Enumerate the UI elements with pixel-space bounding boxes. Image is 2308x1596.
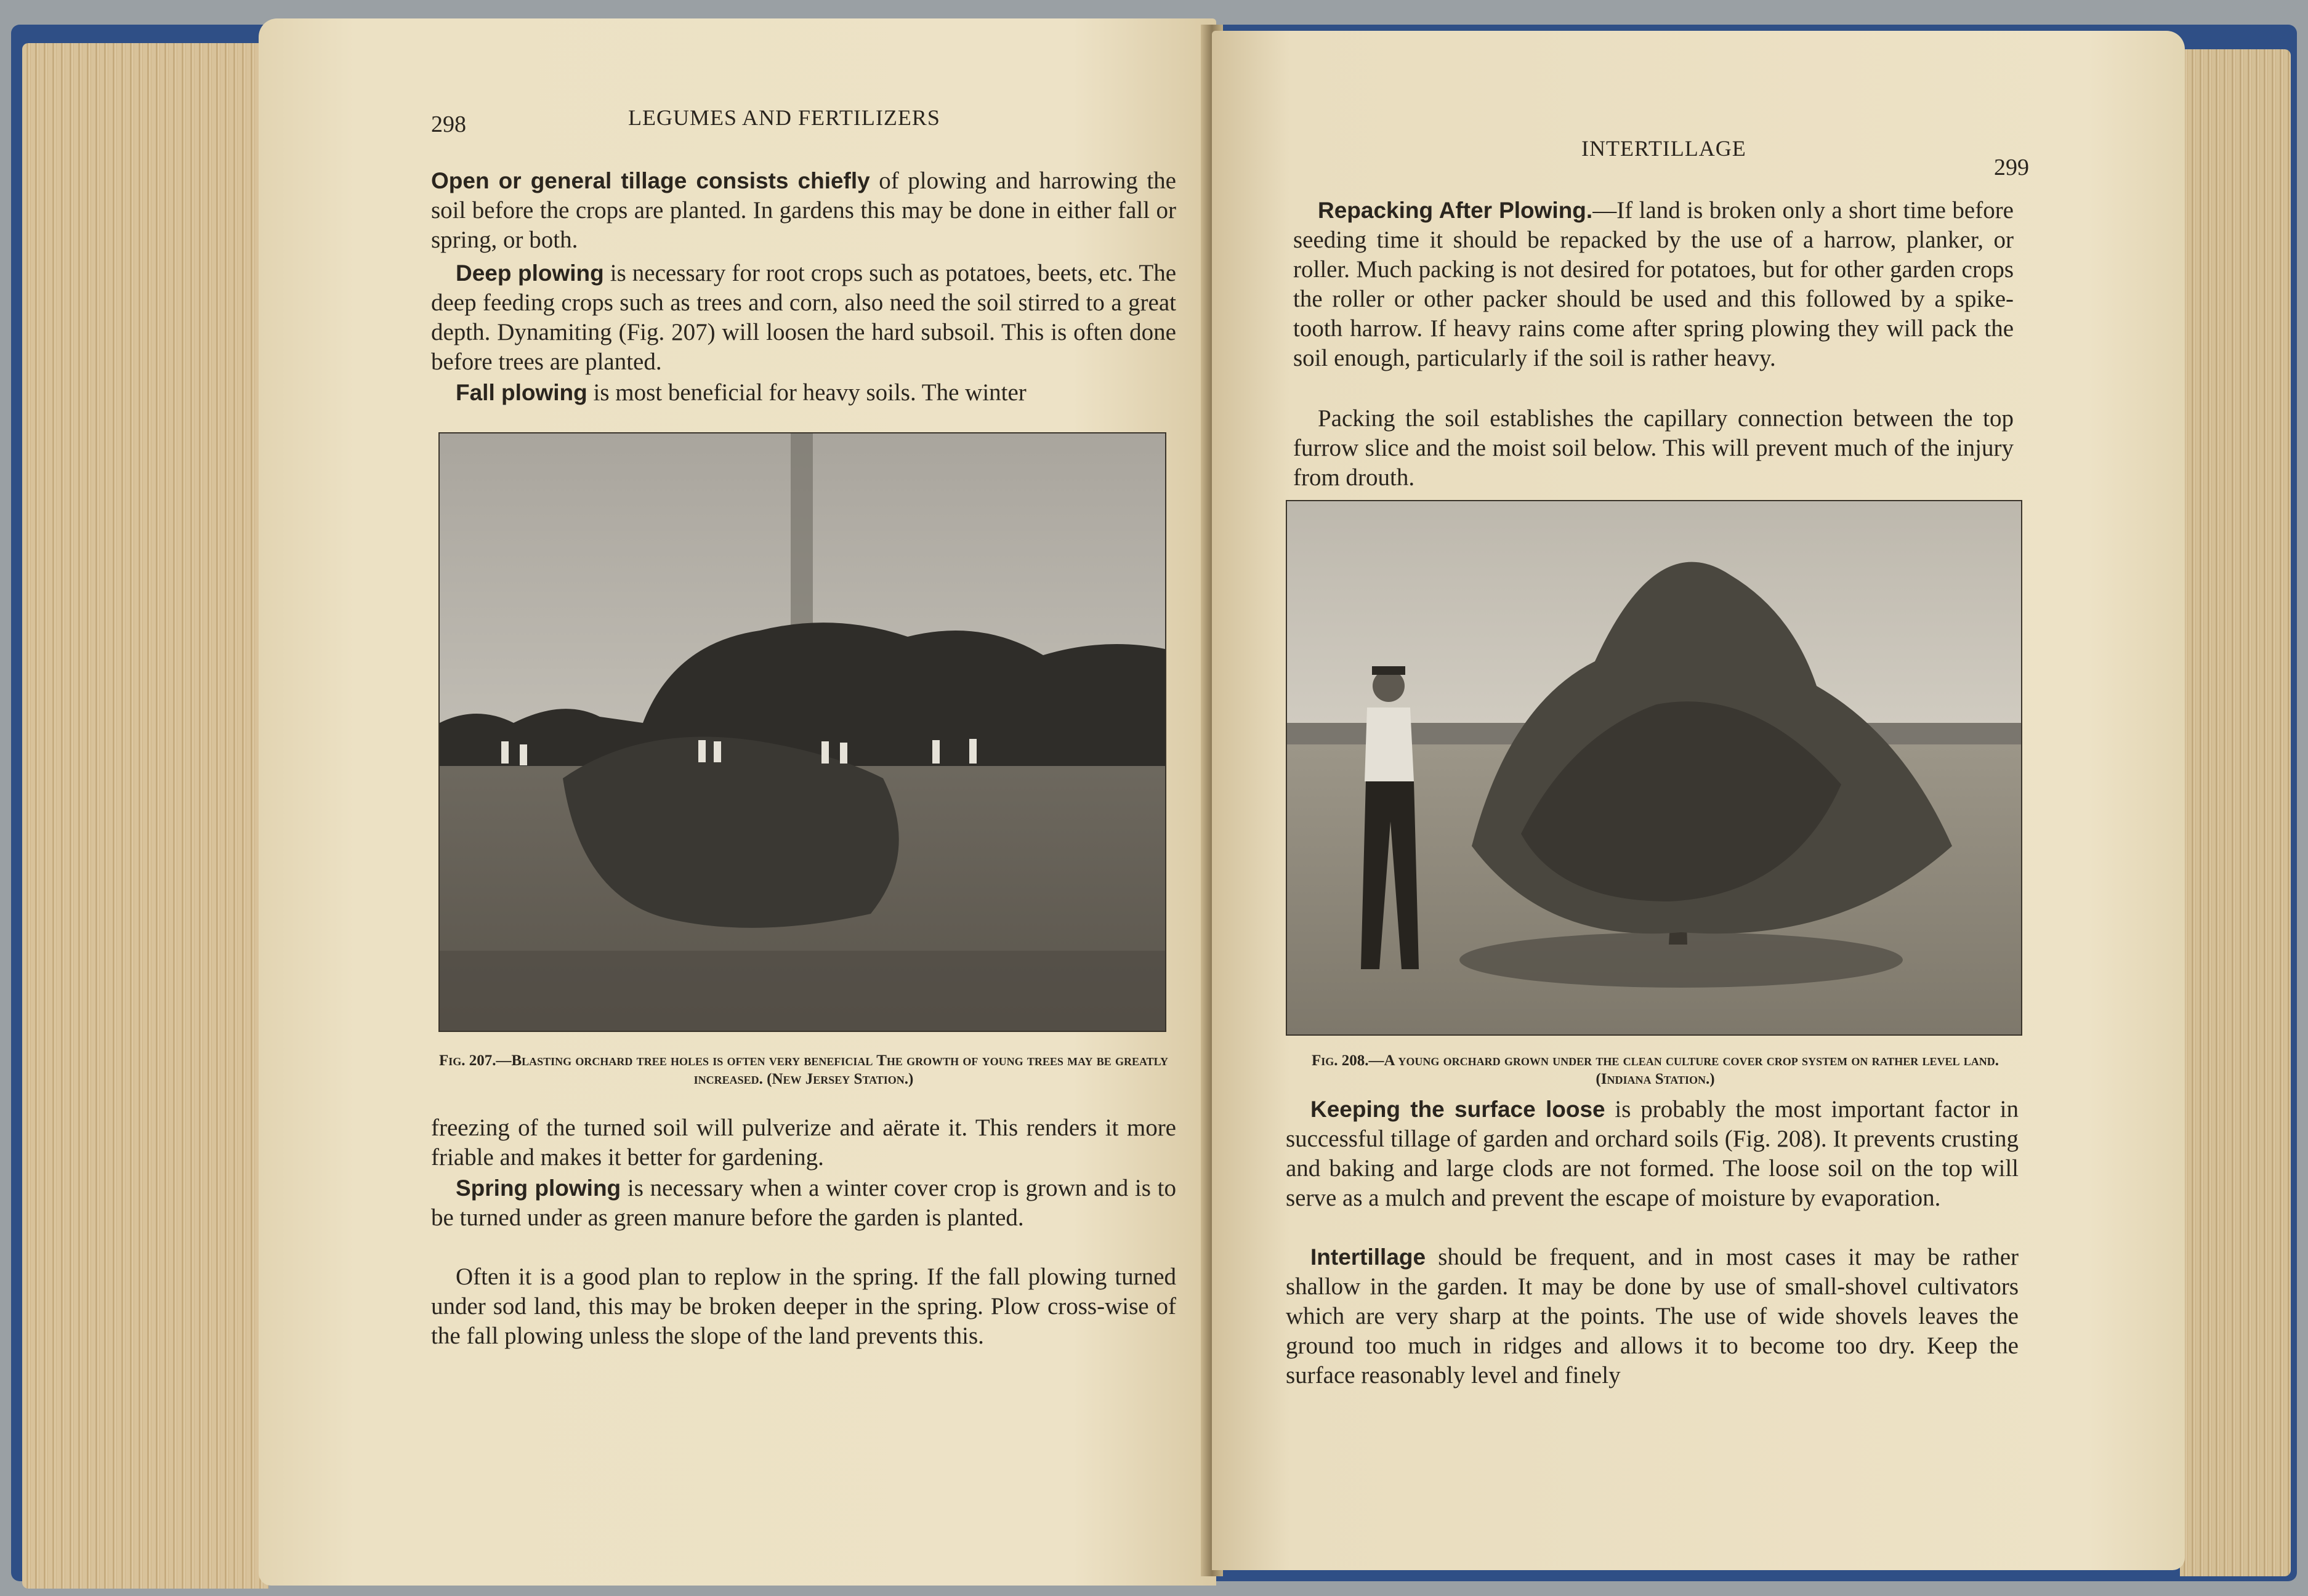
lead-intertillage: Intertillage <box>1310 1244 1426 1270</box>
right-page <box>1212 31 2185 1570</box>
lead-fall-plowing: Fall plowing <box>456 380 587 405</box>
young-orchard-image <box>1287 501 2021 1034</box>
paragraph-replow: Often it is a good plan to replow in the spring. If the fall plowing turned under sod land, this may be broken deeper in the spring. Plow cross-wise of the fall plowing unless the slope of the land prevents this. <box>431 1264 1176 1349</box>
lead-open-tillage: Open or general tillage consists chiefly <box>431 168 870 193</box>
blasting-orchard-image <box>440 433 1165 1031</box>
lead-surface-loose: Keeping the surface loose <box>1310 1097 1605 1122</box>
lead-deep-plowing: Deep plowing <box>456 260 604 286</box>
paragraph-surface-loose: Keeping the surface loose is probably the most important factor in successful tillage of garden and orchard soils (Fig. 208). It prevents crusting and baking and large clods are not formed. The loose soil on the top will serve as a mulch and prevent the escape of moisture by evaporation. <box>1286 1096 2019 1211</box>
figure-208-caption: Fig. 208.—A young orchard grown under the clean culture cover crop system on rather level land. (Indiana Station.) <box>1311 1052 1999 1087</box>
left-page-edges <box>22 43 268 1589</box>
running-head-right: INTERTILLAGE <box>1581 136 1746 161</box>
right-page-edges <box>2180 49 2291 1576</box>
paragraph-spring-plowing: Spring plowing is necessary when a winter cover crop is grown and is to be turned under as green manure before the garden is planted. <box>431 1175 1176 1231</box>
figure-208-photo <box>1286 500 2022 1036</box>
page-number-right: 299 <box>1994 155 2029 180</box>
figure-207-caption: Fig. 207.—Blasting orchard tree holes is often very beneficial The growth of young trees may be greatly increased. (New Jersey Station.) <box>438 1052 1169 1087</box>
figure-207-photo <box>438 432 1166 1032</box>
paragraph-fall-plowing: Fall plowing is most beneficial for heavy soils. The winter <box>456 379 1027 406</box>
figure-208-label: Fig. 208 <box>1311 1052 1365 1069</box>
paragraph-packing-soil: Packing the soil establishes the capillary connection between the top furrow slice and the moist soil below. This will prevent much of the injury from drouth. <box>1293 405 2014 491</box>
paragraph-intertillage: Intertillage should be frequent, and in most cases it may be rather shallow in the garden. It may be done by use of small-shovel cultivators which are very sharp at the points. The use of wide shovels leaves the ground too much in ridges and allows it to become too dry. Keep the surface reasonably level and finely <box>1286 1244 2019 1388</box>
paragraph-repacking: Repacking After Plowing.—If land is broken only a short time before seeding time it should be repacked by the use of a harrow, planker, or roller. Much packing is not desired for potatoes, but for other garden crops the roller or other packer should be used and this followed by a spike-tooth harrow. If heavy rains come after spring plowing they will pack the soil enough, particularly if the soil is rather heavy. <box>1293 197 2014 371</box>
paragraph-freezing: freezing of the turned soil will pulverize and aërate it. This renders it more friable and makes it better for gardening. <box>431 1114 1176 1171</box>
paragraph-deep-plowing: Deep plowing is necessary for root crops such as potatoes, beets, etc. The deep feeding crops such as trees and corn, also need the soil stirred to a great depth. Dynamiting (Fig. 207) will loosen the hard subsoil. This is often done before trees are planted. <box>431 260 1176 375</box>
paragraph-open-tillage: Open or general tillage consists chiefly of plowing and harrowing the soil before the crops are planted. In gardens this may be done in either fall or spring, or both. <box>431 167 1176 253</box>
lead-spring-plowing: Spring plowing <box>456 1175 621 1201</box>
left-page <box>259 18 1216 1586</box>
lead-repacking: Repacking After Plowing. <box>1318 198 1593 223</box>
page-number-left: 298 <box>431 111 466 137</box>
running-head-left: LEGUMES AND FERTILIZERS <box>628 105 940 130</box>
figure-207-label: Fig. 207 <box>438 1052 493 1069</box>
